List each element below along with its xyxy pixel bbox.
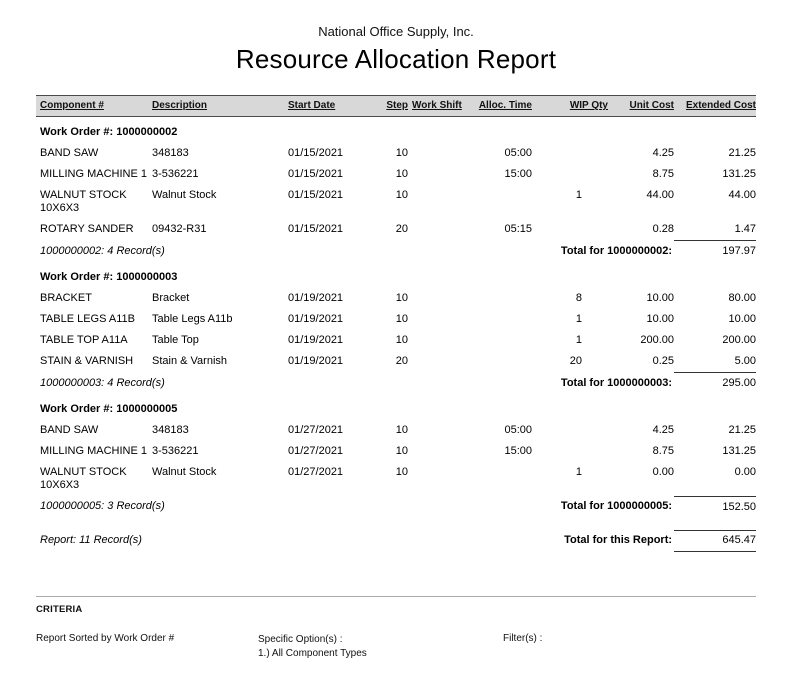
criteria-filters-label: Filter(s) :	[503, 632, 543, 644]
cell-unit_cost: 8.75	[652, 168, 674, 180]
cell-work_shift	[408, 219, 468, 241]
work-order-label: Work Order #: 1000000005	[40, 403, 178, 415]
cell-description: Bracket	[152, 292, 190, 304]
cell-work_shift	[408, 309, 468, 330]
cell-alloc_time	[468, 309, 532, 330]
cell-component: ROTARY SANDER	[40, 223, 134, 235]
cell-unit_cost: 4.25	[652, 147, 674, 159]
cell-step: 10	[395, 334, 408, 346]
cell-wip_qty: 1	[575, 334, 582, 346]
column-header-component: Component #	[40, 100, 104, 111]
component-row	[36, 351, 756, 373]
cell-unit_cost: 4.25	[652, 424, 674, 436]
cell-extended_cost: 5.00	[734, 355, 756, 367]
group-total-label: Total for 1000000002:	[560, 244, 672, 257]
cell-description: Walnut Stock	[152, 189, 217, 201]
group-total-value: 152.50	[674, 496, 756, 518]
group-summary-row	[36, 496, 756, 518]
group-summary-row	[36, 373, 756, 395]
cell-extended_cost: 1.47	[734, 223, 756, 235]
cell-component: MILLING MACHINE 1	[40, 445, 147, 457]
report-record-count: Report: 11 Record(s)	[40, 534, 142, 546]
work-order-label: Work Order #: 1000000003	[40, 271, 178, 283]
cell-wip_qty: 8	[575, 292, 582, 304]
cell-component: WALNUT STOCK 10X6X3	[40, 189, 127, 214]
table-header-row	[36, 96, 756, 117]
column-header-work_shift: Work Shift	[412, 100, 462, 111]
column-header-unit_cost: Unit Cost	[629, 100, 674, 111]
work-order-label: Work Order #: 1000000002	[40, 126, 178, 138]
cell-unit_cost: 10.00	[646, 292, 674, 304]
cell-description: Table Legs A11b	[152, 313, 233, 325]
criteria-heading: CRITERIA	[36, 603, 83, 615]
cell-start_date: 01/15/2021	[288, 223, 344, 235]
report-title: Resource Allocation Report	[235, 44, 557, 74]
cell-wip_qty: 1	[575, 313, 582, 325]
cell-component: STAIN & VARNISH	[40, 355, 134, 367]
cell-extended_cost: 80.00	[728, 292, 756, 304]
cell-extended_cost: 21.25	[728, 424, 756, 436]
cell-extended_cost: 131.25	[722, 168, 756, 180]
criteria-sorted-by: Report Sorted by Work Order #	[36, 632, 175, 644]
cell-description: 348183	[152, 424, 189, 436]
cell-unit_cost: 200.00	[640, 334, 674, 346]
cell-alloc_time	[468, 288, 532, 309]
column-header-start_date: Start Date	[288, 100, 336, 111]
cell-work_shift	[408, 164, 468, 185]
cell-alloc_time	[468, 351, 532, 373]
cell-start_date: 01/15/2021	[288, 189, 344, 201]
column-header-alloc_time: Alloc. Time	[478, 100, 532, 111]
cell-start_date: 01/27/2021	[288, 424, 344, 436]
cell-extended_cost: 0.00	[734, 466, 756, 478]
cell-work_shift	[408, 143, 468, 164]
component-row	[36, 219, 756, 241]
cell-alloc_time	[468, 185, 532, 219]
report-summary-row	[36, 530, 756, 551]
component-row	[36, 462, 756, 496]
group-record-count: 1000000002: 4 Record(s)	[40, 244, 165, 257]
cell-extended_cost: 10.00	[728, 313, 756, 325]
component-row	[36, 441, 756, 462]
cell-alloc_time: 15:00	[504, 445, 532, 457]
column-header-extended_cost: Extended Cost	[685, 100, 756, 111]
report-total-value: 645.47	[674, 530, 756, 551]
cell-step: 10	[395, 445, 408, 457]
cell-alloc_time: 05:00	[504, 424, 532, 436]
cell-alloc_time: 05:00	[504, 147, 532, 159]
criteria-specific-options-label: Specific Option(s) :	[258, 633, 343, 645]
column-header-description: Description	[152, 100, 208, 111]
cell-unit_cost: 44.00	[646, 189, 674, 201]
criteria-specific-option-1: 1.) All Component Types	[258, 647, 367, 659]
column-header-step: Step	[386, 100, 408, 111]
cell-component: BRACKET	[40, 292, 92, 304]
cell-wip_qty	[532, 143, 608, 164]
cell-unit_cost: 0.25	[652, 355, 674, 367]
cell-wip_qty: 1	[575, 466, 582, 478]
cell-work_shift	[408, 330, 468, 351]
allocation-table	[36, 95, 756, 518]
cell-start_date: 01/15/2021	[288, 168, 344, 180]
work-order-group-header	[36, 394, 756, 420]
cell-work_shift	[408, 441, 468, 462]
cell-wip_qty	[532, 164, 608, 185]
cell-start_date: 01/27/2021	[288, 466, 344, 478]
cell-alloc_time: 15:00	[504, 168, 532, 180]
cell-description: 348183	[152, 147, 189, 159]
work-order-group-header	[36, 262, 756, 288]
cell-start_date: 01/19/2021	[288, 313, 344, 325]
cell-step: 10	[395, 466, 408, 478]
cell-start_date: 01/19/2021	[288, 355, 344, 367]
cell-work_shift	[408, 462, 468, 496]
cell-start_date: 01/15/2021	[288, 147, 344, 159]
cell-unit_cost: 10.00	[646, 313, 674, 325]
cell-step: 20	[395, 223, 408, 235]
cell-description: 3-536221	[152, 445, 199, 457]
component-row	[36, 309, 756, 330]
cell-wip_qty	[532, 420, 608, 441]
cell-start_date: 01/27/2021	[288, 445, 344, 457]
cell-component: MILLING MACHINE 1	[40, 168, 147, 180]
cell-alloc_time: 05:15	[504, 223, 532, 235]
group-summary-row	[36, 241, 756, 263]
component-row	[36, 330, 756, 351]
component-row	[36, 143, 756, 164]
cell-component: BAND SAW	[40, 424, 99, 436]
company-name: National Office Supply, Inc.	[318, 24, 474, 39]
group-total-value: 295.00	[674, 373, 756, 395]
cell-work_shift	[408, 185, 468, 219]
group-record-count: 1000000003: 4 Record(s)	[40, 376, 165, 389]
group-total-label: Total for 1000000003:	[560, 376, 672, 389]
criteria-row	[36, 633, 756, 661]
cell-description: 09432-R31	[152, 223, 207, 235]
cell-start_date: 01/19/2021	[288, 292, 344, 304]
group-total-value: 197.97	[674, 241, 756, 263]
component-row	[36, 420, 756, 441]
cell-step: 10	[395, 168, 408, 180]
cell-work_shift	[408, 288, 468, 309]
cell-description: Stain & Varnish	[152, 355, 228, 367]
report-total-label: Total for this Report:	[564, 534, 673, 546]
cell-component: TABLE LEGS A11B	[40, 313, 135, 325]
cell-unit_cost: 0.28	[652, 223, 674, 235]
cell-extended_cost: 21.25	[728, 147, 756, 159]
cell-step: 10	[395, 189, 408, 201]
column-header-wip_qty: WIP Qty	[569, 100, 608, 111]
cell-description: Walnut Stock	[152, 466, 217, 478]
cell-extended_cost: 44.00	[728, 189, 756, 201]
work-order-group-header	[36, 117, 756, 144]
criteria-specific-options	[258, 633, 503, 661]
report-summary	[36, 530, 756, 552]
cell-step: 20	[395, 355, 408, 367]
criteria-section	[36, 596, 756, 661]
cell-description: Table Top	[152, 334, 199, 346]
cell-wip_qty	[532, 441, 608, 462]
cell-wip_qty: 1	[575, 189, 582, 201]
cell-wip_qty	[532, 219, 608, 241]
cell-component: BAND SAW	[40, 147, 99, 159]
cell-description: 3-536221	[152, 168, 199, 180]
cell-work_shift	[408, 420, 468, 441]
cell-alloc_time	[468, 330, 532, 351]
cell-wip_qty: 20	[569, 355, 582, 367]
cell-unit_cost: 0.00	[652, 466, 674, 478]
cell-step: 10	[395, 292, 408, 304]
cell-start_date: 01/19/2021	[288, 334, 344, 346]
cell-step: 10	[395, 424, 408, 436]
cell-component: WALNUT STOCK 10X6X3	[40, 466, 127, 491]
cell-unit_cost: 8.75	[652, 445, 674, 457]
cell-extended_cost: 200.00	[722, 334, 756, 346]
cell-step: 10	[395, 147, 408, 159]
cell-step: 10	[395, 313, 408, 325]
component-row	[36, 185, 756, 219]
component-row	[36, 164, 756, 185]
cell-component: TABLE TOP A11A	[40, 334, 128, 346]
cell-work_shift	[408, 351, 468, 373]
cell-alloc_time	[468, 462, 532, 496]
component-row	[36, 288, 756, 309]
group-total-label: Total for 1000000005:	[560, 500, 672, 512]
cell-extended_cost: 131.25	[722, 445, 756, 457]
group-record-count: 1000000005: 3 Record(s)	[40, 500, 165, 512]
criteria-divider	[36, 596, 756, 597]
